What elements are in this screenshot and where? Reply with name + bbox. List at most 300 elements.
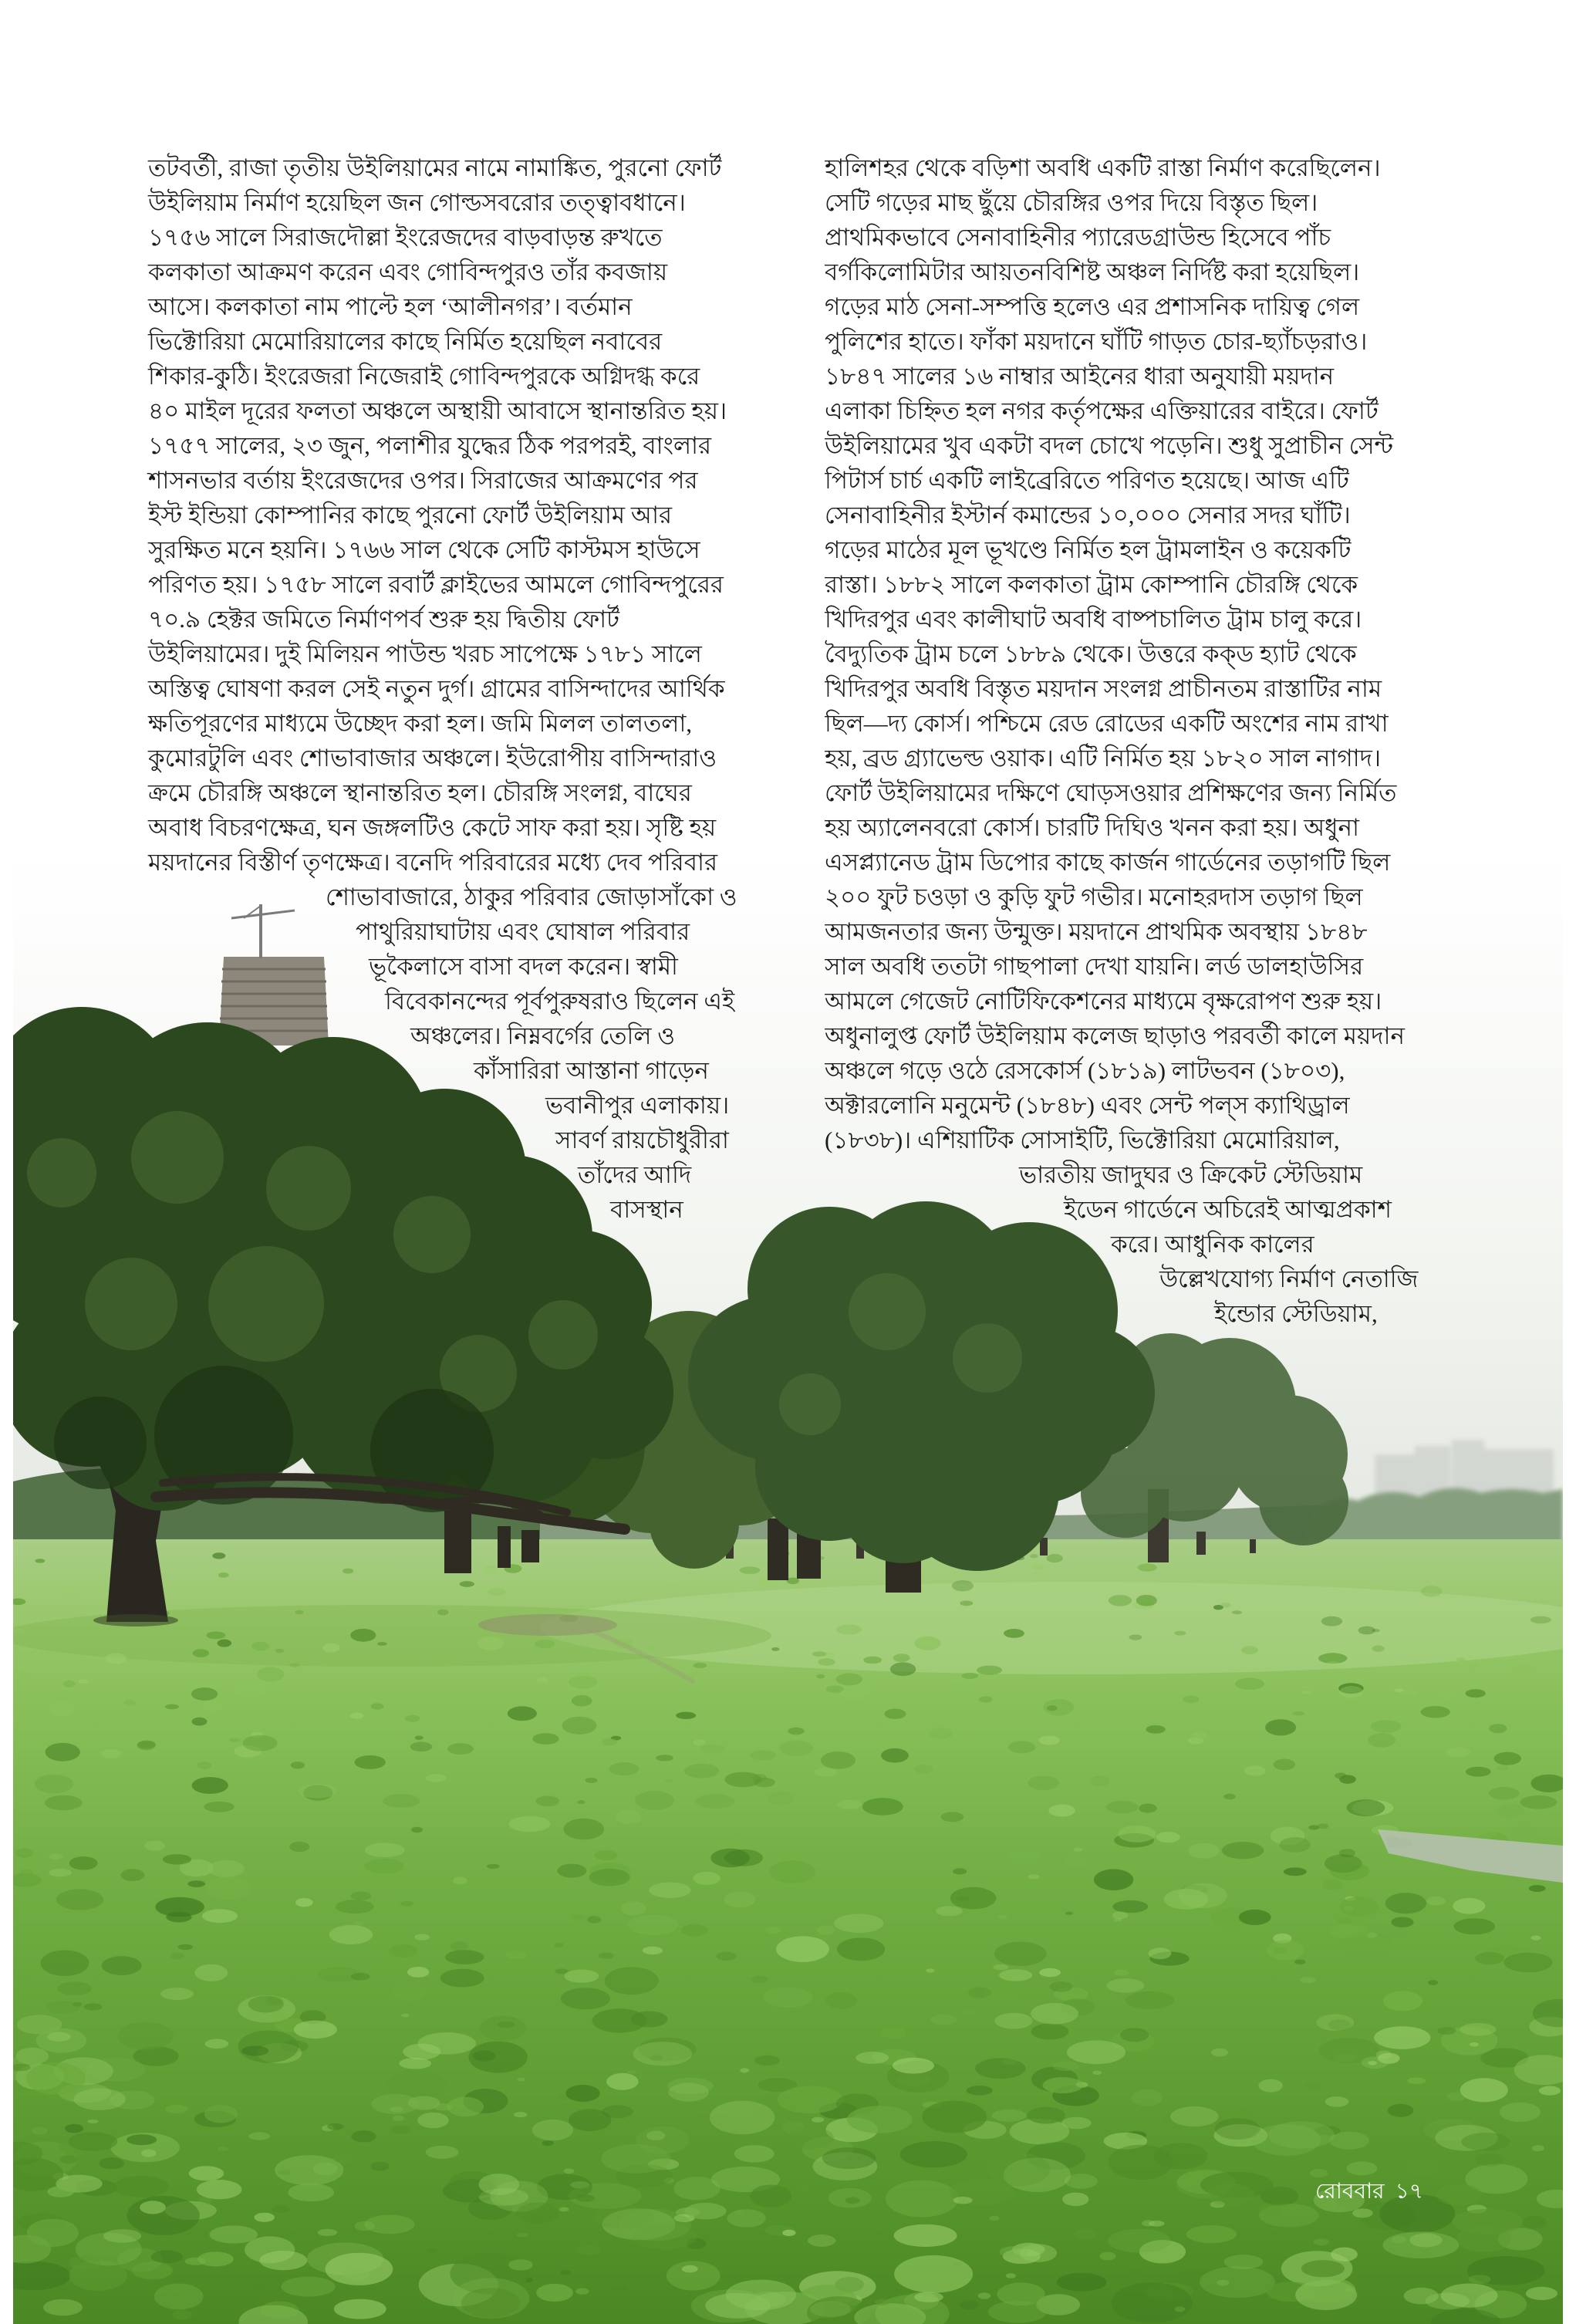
grass-tuft — [505, 1951, 527, 1960]
grass-tuft — [47, 2186, 74, 2197]
grass-tuft — [326, 2253, 393, 2285]
grass-tuft — [1057, 2273, 1107, 2292]
grass-tuft — [172, 2310, 192, 2320]
grass-tuft — [1258, 2079, 1282, 2093]
grass-tuft — [562, 1717, 597, 1735]
grass-tuft — [516, 2203, 559, 2224]
grass-tuft — [1461, 2133, 1510, 2151]
grass-tuft — [289, 1842, 309, 1852]
grass-tuft — [364, 2215, 414, 2234]
grass-tuft — [1457, 2225, 1511, 2253]
grass-tuft — [299, 1784, 337, 1799]
grass-tuft — [1330, 1862, 1369, 1880]
grass-tuft — [845, 2197, 860, 2204]
grass-tuft — [79, 1679, 89, 1684]
article-line: সুরক্ষিত মনে হয়নি। ১৭৬৬ সাল থেকে সেটি কাস্টমস হাউসে — [148, 536, 700, 563]
grass-tuft — [377, 1642, 387, 1646]
article-line: সেনাবাহিনীর ইস্টার্ন কমান্ডের ১০,০০০ সেনার সদর ঘাঁটি। — [825, 502, 1351, 529]
grass-tuft — [327, 2123, 343, 2130]
article-line: শিকার-কুঠি। ইংরেজরা নিজেরাই গোবিন্দপুরকে অগ্নিদগ্ধ করে — [148, 363, 700, 390]
grass-tuft — [1339, 1686, 1363, 1698]
grass-tuft — [336, 1900, 374, 1914]
grass-tuft — [1220, 1603, 1230, 1607]
grass-tuft — [1300, 1977, 1317, 1983]
article-line: (১৮৩৮)। এশিয়াটিক সোসাইটি, ভিক্টোরিয়া মেমোরিয়াল, — [825, 1127, 1340, 1154]
grass-tuft — [602, 1738, 618, 1745]
grass-tuft — [960, 1601, 973, 1606]
grass-tuft — [960, 2300, 979, 2309]
grass-tuft — [1322, 1879, 1344, 1890]
grass-tuft — [1146, 1725, 1165, 1734]
grass-tuft — [1436, 2184, 1483, 2205]
grass-tuft — [1337, 1917, 1352, 1924]
grass-tuft — [936, 1906, 963, 1916]
grass-tuft — [1347, 1799, 1385, 1816]
grass-tuft — [281, 2277, 335, 2297]
grass-tuft — [564, 1970, 599, 1983]
grass-tuft — [487, 1864, 500, 1869]
grass-tuft — [1118, 1826, 1156, 1843]
grass-tuft — [1439, 1691, 1456, 1699]
grass-tuft — [405, 1715, 420, 1722]
grass-tuft — [953, 1868, 967, 1874]
grass-tuft — [1020, 2244, 1057, 2262]
grass-tuft — [997, 1915, 1007, 1920]
grass-tuft — [561, 1988, 610, 2009]
grass-tuft — [1358, 1626, 1375, 1635]
grass-tuft — [1112, 1900, 1148, 1913]
grass-tuft — [893, 2058, 934, 2074]
page-footer — [1315, 2177, 1423, 2205]
grass-tuft — [177, 1944, 193, 1950]
grass-tuft — [218, 2147, 228, 2151]
grass-tuft — [68, 2132, 117, 2150]
grass-tuft — [1138, 1563, 1157, 1571]
grass-tuft — [32, 2127, 48, 2135]
grass-tuft — [821, 1751, 855, 1769]
grass-tuft — [1352, 2208, 1373, 2218]
grass-tuft — [576, 2194, 595, 2201]
grass-tuft — [1192, 1732, 1208, 1739]
grass-tuft — [769, 1860, 815, 1883]
grass-tuft — [816, 1674, 825, 1679]
grass-tuft — [197, 2251, 234, 2266]
grass-tuft — [371, 2094, 419, 2114]
grass-tuft — [294, 2021, 337, 2039]
grass-tuft — [1032, 1564, 1044, 1570]
grass-tuft — [189, 2166, 224, 2180]
grass-tuft — [1030, 1554, 1038, 1558]
grass-tuft — [1265, 1719, 1296, 1735]
grass-tuft — [1109, 1595, 1132, 1606]
grass-tuft — [351, 2130, 376, 2142]
grass-tuft — [1136, 1595, 1157, 1606]
grass-tuft — [1341, 1932, 1391, 1954]
grass-tuft — [427, 2248, 437, 2253]
grass-tuft — [649, 1883, 690, 1898]
grass-tuft — [1391, 1917, 1413, 1927]
grass-tuft — [885, 1709, 906, 1719]
grass-tuft — [218, 1640, 232, 1647]
grass-tuft — [1170, 2106, 1219, 2126]
grass-tuft — [488, 1588, 505, 1596]
grass-tuft — [750, 1750, 776, 1760]
article-line: ৪০ মাইল দূরের ফলতা অঞ্চলে অস্থায়ী আবাসে স্থানান্তরিত হয়। — [148, 397, 727, 424]
grass-tuft — [165, 1704, 179, 1710]
grass-tuft — [383, 1794, 420, 1808]
grass-tuft — [1120, 2028, 1149, 2042]
article-line: উল্লেখযোগ্য নির্মাণ নেতাজি — [1159, 1265, 1419, 1292]
grass-tuft — [1514, 2055, 1574, 2085]
grass-tuft — [656, 1755, 673, 1761]
grass-tuft — [197, 1762, 211, 1769]
grass-tuft — [1325, 1661, 1341, 1667]
grass-tuft — [453, 1876, 467, 1884]
grass-tuft — [572, 1914, 586, 1920]
article-line: ভবানীপুর এলাকায়। — [545, 1092, 730, 1119]
article-line: কাঁসারিরা আস্তানা গাড়েন — [474, 1057, 709, 1084]
grass-tuft — [1267, 1940, 1304, 1960]
grass-tuft — [127, 2196, 200, 2235]
grass-tuft — [788, 1728, 805, 1735]
grass-tuft — [2, 2158, 63, 2191]
article-line: খিদিরপুর এবং কালীঘাট অবধি বাষ্পচালিত ট্রাম চালু করে। — [825, 606, 1362, 633]
article-line: অঞ্চলে গড়ে ওঠে রেসকোর্স (১৮১৯) লাটভবন (১৮০৩), — [825, 1057, 1345, 1084]
grass-tuft — [350, 1629, 376, 1642]
grass-tuft — [27, 2219, 79, 2247]
grass-tuft — [1470, 2042, 1479, 2047]
grass-tuft — [535, 1640, 555, 1648]
grass-tuft — [1207, 2184, 1254, 2206]
grass-tuft — [508, 1706, 537, 1721]
grass-tuft — [922, 2101, 987, 2133]
grass-tuft — [11, 2064, 30, 2072]
grass-tuft — [334, 2299, 386, 2319]
grass-tuft — [2, 1671, 30, 1686]
grass-tuft — [343, 1569, 353, 1574]
grass-tuft — [1385, 1893, 1426, 1914]
grass-tuft — [594, 1850, 618, 1860]
article-line: আসে। কলকাতা নাম পাল্টে হল ‘আলীনগর’। বর্তমান — [148, 293, 633, 320]
article-line: ক্ষতিপূরণের মাধ্যমে উচ্ছেদ করা হল। জমি মিলল তালতলা, — [148, 710, 693, 737]
grass-tuft — [1376, 2051, 1392, 2059]
grass-tuft — [694, 1663, 707, 1668]
grass-tuft — [1532, 2145, 1544, 2151]
grass-tuft — [648, 1647, 656, 1651]
grass-tuft — [1131, 2270, 1139, 2274]
grass-tuft — [204, 1802, 234, 1812]
grass-tuft — [132, 2262, 173, 2279]
grass-tuft — [1401, 2159, 1445, 2174]
grass-tuft — [914, 2292, 943, 2302]
grass-tuft — [1223, 2255, 1263, 2269]
article-line: সেটি গড়ের মাছ ছুঁয়ে চৌরঙ্গির ওপর দিয়ে বিস্তৃত ছিল। — [825, 189, 1318, 216]
grass-tuft — [787, 2126, 834, 2149]
grass-tuft — [392, 1982, 425, 2001]
grass-tuft — [613, 2286, 628, 2292]
grass-tuft — [1409, 2233, 1443, 2247]
grass-tuft — [202, 1909, 238, 1923]
grass-tuft — [1294, 1960, 1306, 1964]
grass-tuft — [577, 1800, 585, 1804]
grass-tuft — [695, 1794, 734, 1808]
grass-tuft — [589, 1869, 630, 1887]
grass-tuft — [1371, 1720, 1402, 1733]
grass-tuft — [1497, 1765, 1509, 1770]
grass-tuft — [1522, 2216, 1547, 2228]
grass-tuft — [371, 1703, 384, 1709]
grass-tuft — [569, 1676, 597, 1689]
grass-tuft — [1428, 1980, 1438, 1985]
grass-tuft — [473, 2050, 495, 2062]
grass-tuft — [710, 1849, 750, 1867]
grass-tuft — [117, 2022, 174, 2050]
grass-tuft — [1006, 2273, 1016, 2278]
grass-tuft — [1192, 1675, 1200, 1678]
grass-tuft — [259, 2251, 307, 2270]
grass-tuft — [1031, 2023, 1069, 2039]
grass-tuft — [666, 1583, 677, 1589]
grass-tuft — [561, 2270, 571, 2275]
grass-tuft — [812, 2117, 824, 2123]
grass-tuft — [197, 2180, 242, 2199]
grass-tuft — [272, 2205, 290, 2213]
grass-tuft — [1372, 1646, 1385, 1652]
article-line: আমলে গেজেট নোটিফিকেশনের মাধ্যমে বৃক্ষরোপণ শুরু হয়। — [825, 988, 1382, 1015]
grass-tuft — [536, 1795, 560, 1806]
grass-tuft — [318, 2229, 338, 2236]
grass-tuft — [1504, 1953, 1553, 1973]
article-line: উইলিয়াম নির্মাণ হয়েছিল জন গোল্ডসবরোর তত্ত্বাবধানে। — [148, 189, 686, 216]
grass-tuft — [1007, 1850, 1041, 1864]
grass-tuft — [127, 2134, 157, 2145]
grass-tuft — [426, 2146, 459, 2159]
article-line: অধুনালুপ্ত ফোর্ট উইলিয়াম কলেজ ছাড়াও পরবর্তী কালে ময়দান — [825, 1022, 1406, 1049]
grass-tuft — [952, 1580, 974, 1591]
grass-tuft — [836, 1625, 862, 1635]
grass-tuft — [1407, 2077, 1426, 2084]
article-line: কুমোরটুলি এবং শোভাবাজার অঞ্চলে। ইউরোপীয় বাসিন্দারাও — [148, 745, 717, 772]
grass-tuft — [73, 2002, 82, 2007]
grass-tuft — [693, 1872, 720, 1885]
grass-tuft — [43, 2299, 83, 2316]
grass-tuft — [1280, 1837, 1311, 1853]
grass-tuft — [1047, 1554, 1063, 1562]
grass-tuft — [35, 1775, 73, 1794]
grass-tuft — [365, 1843, 405, 1857]
grass-tuft — [1274, 1759, 1295, 1771]
grass-tuft — [592, 2008, 647, 2032]
grass-tuft — [929, 1728, 953, 1739]
grass-tuft — [203, 1700, 223, 1711]
grass-tuft — [643, 1947, 663, 1954]
grass-tuft — [1456, 1657, 1466, 1661]
grass-tuft — [447, 1743, 474, 1755]
grass-tuft — [47, 2032, 71, 2042]
grass-tuft — [155, 1897, 204, 1917]
grass-tuft — [1065, 1912, 1073, 1915]
grass-tuft — [950, 1887, 997, 1910]
article-line: ১৮৪৭ সালের ১৬ নাম্বার আইনের ধারা অনুযায়ী ময়দান — [825, 363, 1335, 390]
grass-tuft — [411, 1827, 423, 1833]
grass-tuft — [1305, 2082, 1321, 2090]
grass-tuft — [1335, 1773, 1346, 1779]
article-line: হয়, ব্রড গ্র্যাভেল্ড ওয়াক। এটি নির্মিত হয় ১৮২০ সাল নাগাদ। — [825, 745, 1382, 772]
grass-tuft — [407, 1967, 429, 1978]
grass-tuft — [900, 2141, 967, 2167]
grass-tuft — [322, 1643, 339, 1653]
grass-tuft — [681, 1924, 708, 1937]
grass-tuft — [992, 2110, 1027, 2122]
grass-tuft — [532, 1733, 559, 1745]
grass-tuft — [49, 1869, 72, 1877]
grass-tuft — [536, 2284, 573, 2302]
grass-tuft — [1453, 1898, 1485, 1914]
grass-tuft — [694, 1739, 706, 1745]
article-line: ১৭৫৭ সালের, ২৩ জুন, পলাশীর যুদ্ধের ঠিক পরপরই, বাংলার — [148, 432, 712, 459]
grass-tuft — [194, 1964, 228, 1981]
grass-tuft — [1235, 1678, 1264, 1690]
grass-tuft — [740, 1566, 761, 1574]
article-line: ফোর্ট উইলিয়ামের দক্ষিণে ঘোড়সওয়ার প্রশিক্ষণের জন্য নির্মিত — [825, 779, 1397, 806]
article-line: ছিল—দ্য কোর্স। পশ্চিমে রেড রোডের একটি অংশের নাম রাখা — [825, 710, 1389, 737]
grass-tuft — [353, 1921, 363, 1926]
grass-tuft — [731, 1836, 744, 1842]
article-line: ১৭৫৬ সালে সিরাজদৌল্লা ইংরেজদের বাড়বাড়ন্ত রুখতে — [148, 224, 663, 251]
grass-tuft — [49, 1853, 63, 1860]
grass-tuft — [60, 2155, 78, 2164]
grass-tuft — [564, 1819, 605, 1840]
article-line: বৈদ্যুতিক ট্রাম চলে ১৮৮৯ থেকে। উত্তরে কক্‌ড হ্যাট থেকে — [825, 640, 1357, 667]
grass-tuft — [754, 1778, 775, 1787]
grass-tuft — [66, 1590, 80, 1596]
grass-tuft — [484, 1566, 498, 1573]
grass-tuft — [295, 1610, 304, 1614]
grass-tuft — [1200, 2266, 1275, 2298]
grass-tuft — [1049, 1981, 1072, 1992]
article-line: ইডেন গার্ডেনে অচিরেই আত্মপ্রকাশ — [1064, 1196, 1392, 1223]
article-right-column — [825, 150, 1557, 1331]
grass-tuft — [1404, 2288, 1439, 2305]
grass-tuft — [834, 1914, 883, 1933]
grass-tuft — [676, 1712, 696, 1719]
grass-tuft — [160, 1988, 194, 2000]
grass-tuft — [1529, 1885, 1546, 1892]
grass-tuft — [893, 1653, 910, 1662]
grass-tuft — [1511, 1826, 1534, 1837]
grass-tuft — [967, 2086, 993, 2096]
grass-tuft — [575, 2289, 589, 2295]
grass-tuft — [636, 2126, 689, 2154]
grass-tuft — [818, 1658, 835, 1665]
grass-tuft — [364, 1859, 404, 1874]
grass-tuft — [605, 1967, 659, 1995]
grass-tuft — [1308, 1825, 1319, 1829]
grass-tuft — [1346, 2161, 1377, 2175]
grass-tuft — [863, 1657, 882, 1664]
grass-tuft — [1149, 1947, 1172, 1959]
grass-tuft — [685, 2203, 727, 2220]
article-line: উইলিয়ামের খুব একটা বদল চোখে পড়েনি। শুধু সুপ্রাচীন সেন্ট — [825, 432, 1394, 459]
grass-tuft — [542, 2140, 554, 2146]
grass-tuft — [993, 1964, 1008, 1970]
grass-tuft — [207, 1876, 251, 1900]
grass-tuft — [113, 2176, 170, 2197]
grass-tuft — [684, 1764, 719, 1778]
grass-tuft — [1028, 1776, 1059, 1790]
grass-tuft — [665, 1779, 673, 1783]
grass-tuft — [1340, 1897, 1379, 1917]
grass-tuft — [12, 1628, 25, 1633]
grass-tuft — [837, 1937, 885, 1961]
article-line: ২০০ ফুট চওড়া ও কুড়ি ফুট গভীর। মনোহরদাস তড়াগ ছিল — [825, 883, 1363, 910]
grass-tuft — [461, 2288, 520, 2318]
grass-tuft — [193, 1649, 209, 1657]
article-line: করে। আধুনিক কালের — [1111, 1231, 1314, 1258]
grass-tuft — [1039, 1968, 1061, 1977]
grass-tuft — [41, 1950, 89, 1976]
grass-tuft — [1530, 1775, 1567, 1792]
article-line: অস্তিত্ব ঘোষণা করল সেই নতুন দুর্গ। গ্রামের বাসিন্দাদের আর্থিক — [148, 675, 725, 702]
grass-tuft — [619, 2209, 691, 2241]
grass-tuft — [401, 2014, 409, 2018]
grass-tuft — [251, 1642, 269, 1651]
grass-tuft — [1475, 1952, 1504, 1964]
grass-tuft — [751, 1975, 768, 1983]
grass-tuft — [1222, 1842, 1264, 1859]
grass-tuft — [100, 2157, 125, 2169]
grass-tuft — [894, 2224, 957, 2247]
grass-tuft — [724, 1892, 756, 1908]
article-line: বিবেকানন্দের পূর্বপুরুষরাও ছিলেন এই — [385, 988, 735, 1015]
grass-tuft — [862, 1798, 903, 1816]
grass-tuft — [778, 2086, 843, 2113]
grass-tuft — [208, 1860, 245, 1877]
article-line: বর্গকিলোমিটার আয়তনবিশিষ্ট অঞ্চল নির্দিষ্ট করা হয়েছিল। — [825, 258, 1360, 285]
grass-tuft — [914, 1765, 933, 1774]
grass-tuft — [1460, 2078, 1508, 2102]
grass-tuft — [212, 1552, 225, 1559]
article-line: কলকাতা আক্রমণ করেন এবং গোবিন্দপুরও তাঁর কবজায় — [148, 258, 668, 285]
grass-tuft — [415, 1736, 424, 1740]
grass-tuft — [1008, 1741, 1035, 1753]
grass-tuft — [313, 2163, 338, 2176]
grass-tuft — [154, 2284, 204, 2310]
grass-tuft — [1028, 2107, 1065, 2124]
grass-tuft — [740, 2068, 749, 2072]
article-line: তটবর্তী, রাজা তৃতীয় উইলিয়ামের নামে নামাঙ্কিত, পুরনো ফোর্ট — [148, 154, 722, 181]
grass-tuft — [812, 1651, 827, 1657]
grass-tuft — [15, 1848, 33, 1858]
article-line: গড়ের মাঠ সেনা-সম্পত্তি হলেও এর প্রশাসনিক দায়িত্ব গেল — [825, 293, 1360, 320]
grass-tuft — [102, 1956, 142, 1975]
grass-tuft — [288, 2184, 334, 2202]
article-line: পিটার্স চার্চ একটি লাইব্রেরিতে পরিণত হয়েছে। আজ এটি — [825, 467, 1349, 494]
grass-tuft — [710, 2101, 775, 2135]
grass-tuft — [817, 1925, 835, 1934]
grass-tuft — [206, 1632, 225, 1640]
grass-tuft — [979, 1696, 993, 1702]
grass-tuft — [1156, 1832, 1180, 1843]
grass-tuft — [1106, 1801, 1138, 1813]
grass-tuft — [1031, 2003, 1078, 2025]
grass-tuft — [260, 2302, 299, 2319]
article-line: অঞ্চলের। নিম্নবর্গের তেলি ও — [410, 1022, 676, 1049]
grass-tuft — [975, 2058, 1026, 2079]
grass-tuft — [1500, 2103, 1541, 2122]
article-line: পাথুরিয়াঘাটায় এবং ঘোষাল পরিবার — [356, 918, 690, 945]
grass-tuft — [1421, 1706, 1450, 1718]
